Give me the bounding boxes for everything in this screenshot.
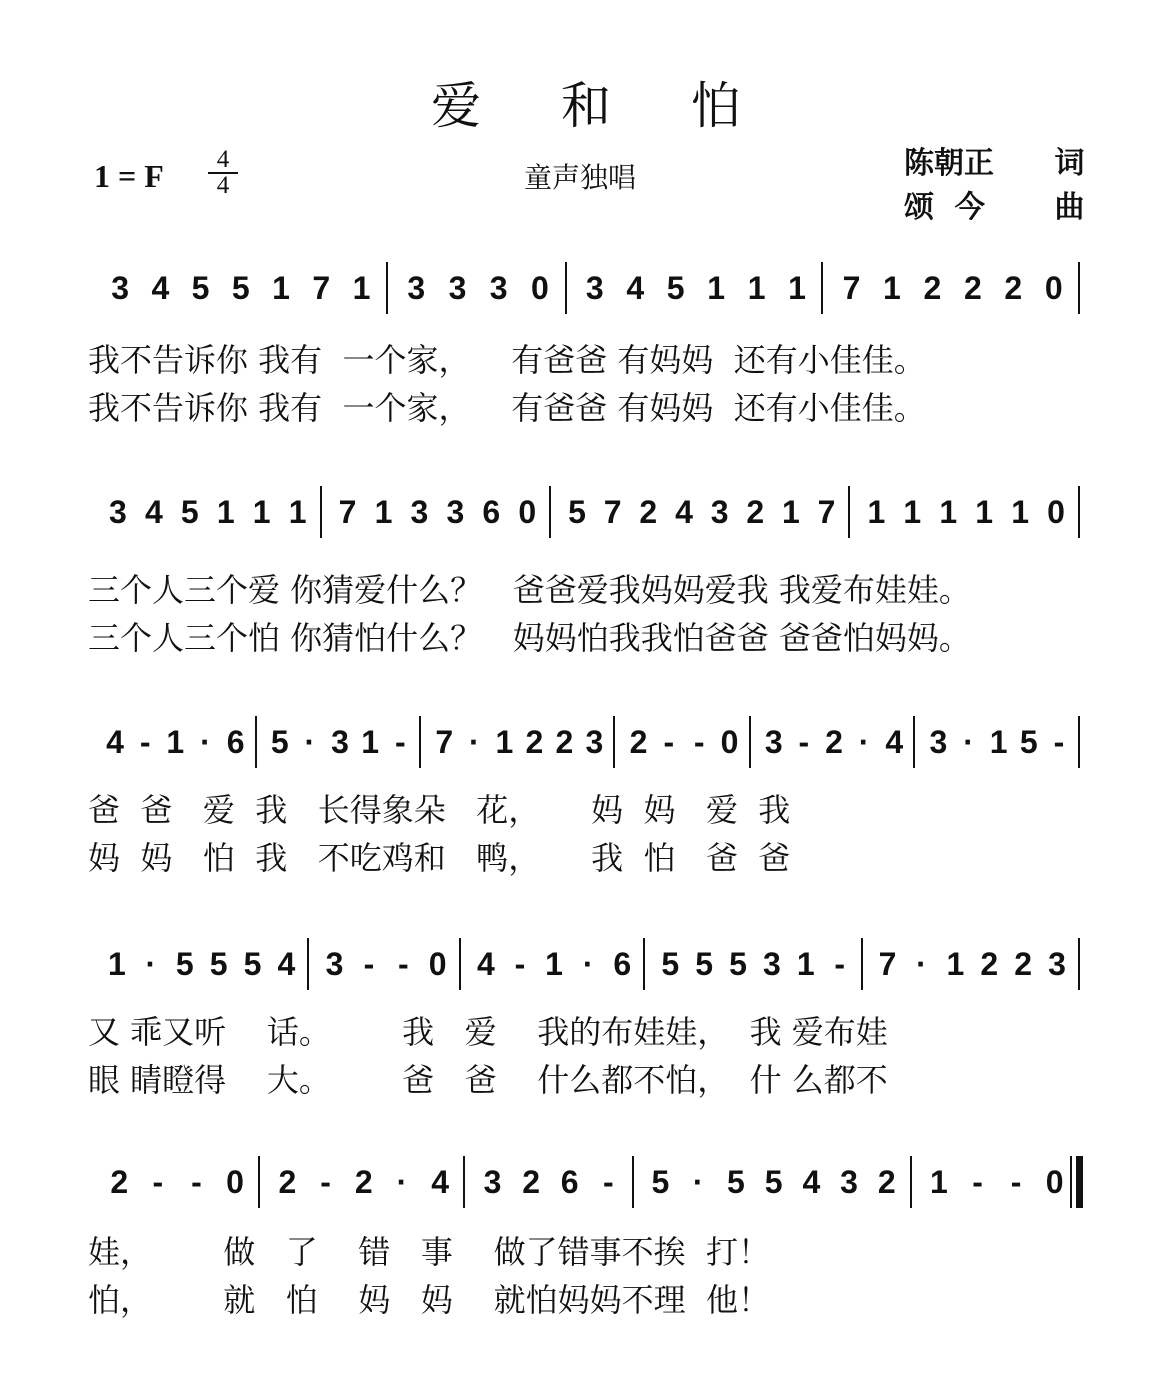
lyric-line-5-verse-1: 娃， 做 了 错 事 做了错事不挨 打！ [88, 1233, 770, 1271]
bar-line [255, 716, 257, 768]
note: 2 [980, 946, 999, 982]
note: 1 [1011, 494, 1029, 530]
note: 2 [963, 270, 982, 306]
note: - [798, 724, 810, 760]
note: 1 [252, 494, 271, 530]
note: 1 [903, 494, 922, 530]
bar-line [1078, 716, 1080, 768]
note: · [858, 724, 870, 760]
note: - [363, 946, 375, 982]
note: 1 [782, 494, 800, 530]
note: 1 [975, 494, 994, 530]
note: 1 [288, 494, 307, 530]
note: 5 [180, 494, 199, 530]
note: - [834, 946, 846, 982]
composer-role: 曲 [1054, 190, 1085, 225]
note: - [602, 1164, 614, 1200]
note: 2 [1014, 946, 1033, 982]
note: 3 [325, 946, 344, 982]
bar-line [307, 938, 309, 990]
note: 3 [929, 724, 948, 760]
note: 5 [209, 946, 228, 982]
note: - [394, 724, 406, 760]
note: 3 [585, 270, 604, 306]
note: 6 [482, 494, 501, 530]
note: 2 [110, 1164, 129, 1200]
bar-line [1078, 486, 1080, 538]
note: 1 [374, 494, 393, 530]
lyric-line-2-verse-2: 三个人三个怕 你猜怕什么？ 妈妈怕我我怕爸爸 爸爸怕妈妈。 [88, 619, 971, 657]
note: 7 [435, 724, 454, 760]
lyric-line-3-verse-1: 爸 爸 爱 我 长得象朵 花， 妈 妈 爱 我 [88, 791, 791, 829]
note: 5 [651, 1164, 670, 1200]
lyricist-credit [904, 138, 1084, 182]
note: 2 [555, 724, 574, 760]
lyric-line-4-verse-1: 又 乖又听 话。 我 爱 我的布娃娃， 我 爱布娃 [88, 1013, 888, 1051]
lyricist-name: 陈朝正 [904, 146, 994, 181]
note: · [692, 1164, 704, 1200]
note: 2 [278, 1164, 297, 1200]
note: · [916, 946, 927, 982]
bar-line [258, 1156, 260, 1208]
note: 1 [272, 270, 290, 306]
note: 0 [518, 494, 537, 530]
note: 5 [191, 270, 210, 306]
note: 0 [226, 1164, 244, 1200]
note: 7 [312, 270, 331, 306]
note: 5 [568, 494, 586, 530]
note: 2 [746, 494, 765, 530]
lyric-line-5-verse-2: 怕， 就 怕 妈 妈 就怕妈妈不理 他！ [88, 1281, 770, 1319]
bar-line [643, 938, 645, 990]
bar-line [821, 262, 823, 314]
notation-line-4 [0, 938, 1172, 1008]
bar-line [848, 486, 850, 538]
note: 3 [585, 724, 604, 760]
note: - [139, 724, 151, 760]
note: 1 [989, 724, 1008, 760]
note: 2 [639, 494, 658, 530]
note: 0 [1044, 270, 1063, 306]
note: 1 [352, 270, 371, 306]
lyric-line-1-verse-1: 我不告诉你 我有 一个家， 有爸爸 有妈妈 还有小佳佳。 [88, 341, 926, 379]
song-title: 爱 和 怕 [431, 77, 773, 135]
note: 1 [707, 270, 726, 306]
note: 4 [885, 724, 904, 760]
note: 3 [410, 494, 429, 530]
note: 3 [407, 270, 426, 306]
note: 4 [277, 946, 296, 982]
note: 6 [560, 1164, 579, 1200]
notation-line-2 [0, 486, 1172, 556]
note: 3 [111, 270, 129, 306]
note: 1 [796, 946, 815, 982]
note: · [396, 1164, 408, 1200]
note: 1 [867, 494, 886, 530]
bar-line [861, 938, 863, 990]
note: 3 [710, 494, 729, 530]
note: · [963, 724, 974, 760]
note: 5 [270, 724, 289, 760]
note: 7 [878, 946, 897, 982]
note: 5 [726, 1164, 745, 1200]
note: 0 [1047, 494, 1065, 530]
bar-line [1070, 1156, 1072, 1208]
note: 1 [747, 270, 766, 306]
note: 0 [720, 724, 739, 760]
composer-credit [904, 182, 1084, 226]
bar-line [913, 716, 915, 768]
note: 5 [764, 1164, 783, 1200]
note: - [152, 1164, 164, 1200]
note: 1 [545, 946, 563, 982]
note: 2 [1004, 270, 1023, 306]
bar-line [910, 1156, 912, 1208]
note: 2 [877, 1164, 896, 1200]
composer-name: 颂 今 [904, 190, 985, 225]
note: 2 [522, 1164, 540, 1200]
bar-line [459, 938, 461, 990]
note: · [582, 946, 594, 982]
note: 5 [243, 946, 262, 982]
note: 3 [489, 270, 508, 306]
note: 0 [1045, 1164, 1064, 1200]
note: 1 [166, 724, 185, 760]
note: 1 [108, 946, 126, 982]
note: 1 [361, 724, 380, 760]
note: - [514, 946, 526, 982]
note: 0 [428, 946, 447, 982]
note: - [191, 1164, 202, 1200]
note: 3 [446, 494, 465, 530]
note: 5 [1019, 724, 1038, 760]
note: 2 [525, 724, 544, 760]
note: 1 [946, 946, 965, 982]
bar-line [565, 262, 567, 314]
note: - [663, 724, 675, 760]
bar-line [632, 1156, 634, 1208]
bar-line [386, 262, 388, 314]
note: 2 [629, 724, 648, 760]
note: 5 [729, 946, 747, 982]
note: - [397, 946, 409, 982]
note: 4 [802, 1164, 821, 1200]
note: · [469, 724, 480, 760]
note: 4 [476, 946, 495, 982]
note: 2 [825, 724, 843, 760]
lyric-line-3-verse-2: 妈 妈 怕 我 不吃鸡和 鸭， 我 怕 爸 爸 [88, 839, 791, 877]
note: - [693, 724, 705, 760]
note: 5 [175, 946, 194, 982]
bar-line [749, 716, 751, 768]
note: 1 [939, 494, 958, 530]
bar-line [613, 716, 615, 768]
note: 3 [840, 1164, 858, 1200]
note: 1 [216, 494, 235, 530]
bar-line [1078, 262, 1080, 314]
performance-style: 童声独唱 [523, 161, 636, 194]
time-signature [206, 148, 240, 198]
note: 0 [531, 270, 549, 306]
note: 7 [338, 494, 357, 530]
bar-line [419, 716, 421, 768]
final-bar-line [1076, 1156, 1083, 1208]
note: 4 [675, 494, 693, 530]
note: 5 [661, 946, 680, 982]
note: 3 [109, 494, 127, 530]
note: 2 [923, 270, 942, 306]
note: 3 [483, 1164, 502, 1200]
note: 3 [448, 270, 467, 306]
bar-line [1078, 938, 1080, 990]
time-signature-bottom: 4 [216, 172, 230, 199]
notation-line-5 [0, 1156, 1172, 1226]
note: 4 [151, 270, 170, 306]
note: 7 [817, 494, 836, 530]
bar-line [320, 486, 322, 538]
note: · [200, 724, 211, 760]
lyricist-role: 词 [1054, 146, 1085, 181]
note: 1 [495, 724, 514, 760]
note: 1 [883, 270, 901, 306]
note: 3 [764, 724, 783, 760]
time-signature-top: 4 [216, 146, 230, 173]
note: 3 [763, 946, 781, 982]
note: - [1010, 1164, 1022, 1200]
bar-line [549, 486, 551, 538]
note: - [972, 1164, 983, 1200]
note: 1 [930, 1164, 948, 1200]
note: 3 [1048, 946, 1066, 982]
lyric-line-2-verse-1: 三个人三个爱 你猜爱什么？ 爸爸爱我妈妈爱我 我爱布娃娃。 [88, 571, 971, 609]
note: · [304, 724, 316, 760]
notation-line-3 [0, 716, 1172, 786]
lyric-line-4-verse-2: 眼 睛瞪得 大。 爸 爸 什么都不怕， 什 么都不 [88, 1061, 888, 1099]
note: - [1053, 724, 1065, 760]
bar-line [463, 1156, 465, 1208]
notation-line-1 [0, 262, 1172, 332]
note: 5 [666, 270, 685, 306]
note: 4 [144, 494, 163, 530]
note: 4 [431, 1164, 450, 1200]
note: 1 [788, 270, 806, 306]
note: 7 [603, 494, 622, 530]
note: 2 [354, 1164, 373, 1200]
note: 4 [626, 270, 645, 306]
note: 7 [842, 270, 861, 306]
note: 5 [231, 270, 250, 306]
note: 3 [331, 724, 349, 760]
note: 6 [613, 946, 632, 982]
note: - [320, 1164, 331, 1200]
note: 6 [226, 724, 245, 760]
key-signature: 1 = F [94, 158, 164, 194]
lyric-line-1-verse-2: 我不告诉你 我有 一个家， 有爸爸 有妈妈 还有小佳佳。 [88, 389, 926, 427]
note: 4 [106, 724, 124, 760]
note: · [145, 946, 157, 982]
note: 5 [695, 946, 713, 982]
